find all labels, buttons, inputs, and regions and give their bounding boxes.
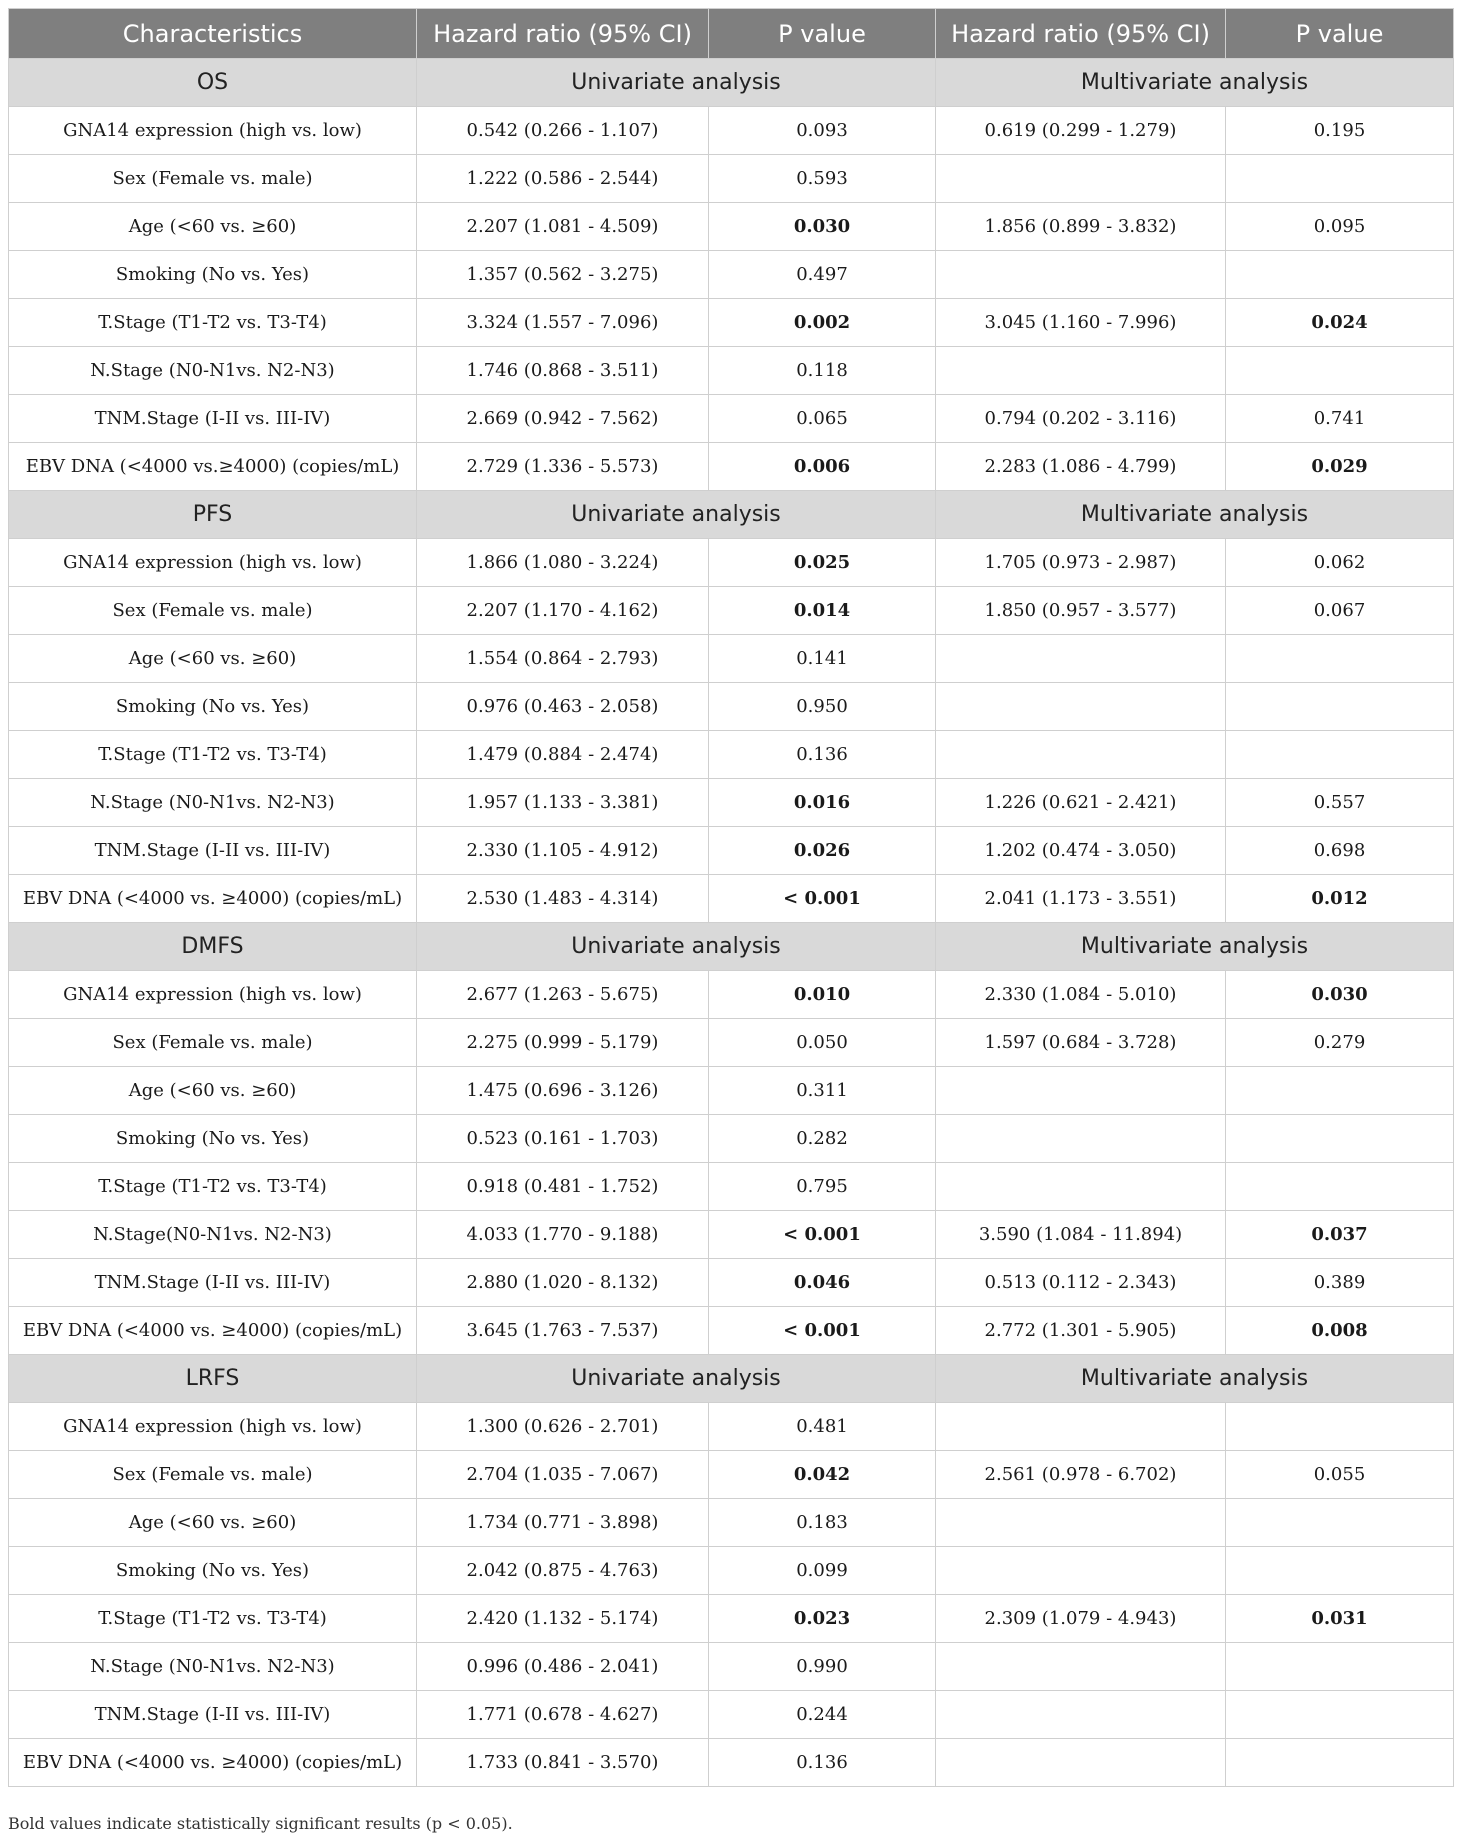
row-p-univariate: 0.099: [709, 1547, 936, 1595]
row-characteristic: T.Stage (T1-T2 vs. T3-T4): [9, 731, 417, 779]
row-characteristic: EBV DNA (<4000 vs. ≥4000) (copies/mL): [9, 875, 417, 923]
table-row: [9, 1067, 1454, 1115]
row-characteristic: Smoking (No vs. Yes): [9, 1547, 417, 1595]
row-hr-multivariate: 3.590 (1.084 - 11.894): [936, 1211, 1226, 1259]
section-header-row: [9, 491, 1454, 539]
row-hr-univariate: 2.330 (1.105 - 4.912): [417, 827, 709, 875]
table-body: [9, 59, 1454, 1787]
row-p-univariate: < 0.001: [709, 1211, 936, 1259]
row-hr-univariate: 1.479 (0.884 - 2.474): [417, 731, 709, 779]
header-p-univariate: P value: [709, 9, 936, 59]
row-hr-univariate: 2.669 (0.942 - 7.562): [417, 395, 709, 443]
row-hr-multivariate: [936, 1691, 1226, 1739]
table-header-row: [9, 9, 1454, 59]
row-hr-multivariate: [936, 731, 1226, 779]
row-hr-multivariate: 1.202 (0.474 - 3.050): [936, 827, 1226, 875]
section-header-row: [9, 923, 1454, 971]
section-univariate-label: Univariate analysis: [417, 491, 936, 539]
row-hr-multivariate: 2.041 (1.173 - 3.551): [936, 875, 1226, 923]
row-hr-univariate: 1.866 (1.080 - 3.224): [417, 539, 709, 587]
section-multivariate-label: Multivariate analysis: [936, 491, 1454, 539]
row-p-multivariate: 0.062: [1226, 539, 1454, 587]
table-row: [9, 1259, 1454, 1307]
table-row: [9, 587, 1454, 635]
header-p-multivariate: P value: [1226, 9, 1454, 59]
row-characteristic: N.Stage (N0-N1vs. N2-N3): [9, 779, 417, 827]
row-p-univariate: 0.010: [709, 971, 936, 1019]
row-p-univariate: 0.016: [709, 779, 936, 827]
section-univariate-label: Univariate analysis: [417, 923, 936, 971]
row-p-univariate: 0.014: [709, 587, 936, 635]
row-hr-univariate: 1.222 (0.586 - 2.544): [417, 155, 709, 203]
table-row: [9, 971, 1454, 1019]
row-hr-multivariate: 2.772 (1.301 - 5.905): [936, 1307, 1226, 1355]
row-p-multivariate: 0.389: [1226, 1259, 1454, 1307]
row-hr-multivariate: 3.045 (1.160 - 7.996): [936, 299, 1226, 347]
row-p-multivariate: 0.557: [1226, 779, 1454, 827]
row-characteristic: Smoking (No vs. Yes): [9, 683, 417, 731]
section-header-row: [9, 1355, 1454, 1403]
row-p-univariate: 0.002: [709, 299, 936, 347]
row-hr-multivariate: [936, 1115, 1226, 1163]
row-characteristic: GNA14 expression (high vs. low): [9, 1403, 417, 1451]
row-characteristic: GNA14 expression (high vs. low): [9, 539, 417, 587]
table-row: [9, 1547, 1454, 1595]
table-row: [9, 443, 1454, 491]
row-characteristic: TNM.Stage (I-II vs. III-IV): [9, 827, 417, 875]
row-hr-multivariate: 0.513 (0.112 - 2.343): [936, 1259, 1226, 1307]
row-hr-univariate: 2.275 (0.999 - 5.179): [417, 1019, 709, 1067]
row-p-multivariate: 0.024: [1226, 299, 1454, 347]
row-hr-multivariate: 1.597 (0.684 - 3.728): [936, 1019, 1226, 1067]
row-hr-univariate: 1.300 (0.626 - 2.701): [417, 1403, 709, 1451]
row-p-multivariate: 0.055: [1226, 1451, 1454, 1499]
row-p-multivariate: [1226, 251, 1454, 299]
row-p-multivariate: [1226, 347, 1454, 395]
section-univariate-label: Univariate analysis: [417, 59, 936, 107]
table-row: [9, 683, 1454, 731]
row-p-univariate: 0.025: [709, 539, 936, 587]
row-hr-univariate: 3.324 (1.557 - 7.096): [417, 299, 709, 347]
header-hr-univariate: Hazard ratio (95% CI): [417, 9, 709, 59]
row-hr-multivariate: 1.856 (0.899 - 3.832): [936, 203, 1226, 251]
row-p-univariate: 0.950: [709, 683, 936, 731]
row-p-multivariate: [1226, 731, 1454, 779]
table-row: [9, 1451, 1454, 1499]
row-hr-univariate: 1.475 (0.696 - 3.126): [417, 1067, 709, 1115]
row-p-multivariate: 0.008: [1226, 1307, 1454, 1355]
row-hr-multivariate: 2.330 (1.084 - 5.010): [936, 971, 1226, 1019]
row-hr-multivariate: [936, 1739, 1226, 1787]
table-row: [9, 251, 1454, 299]
row-p-univariate: 0.136: [709, 1739, 936, 1787]
row-p-multivariate: 0.012: [1226, 875, 1454, 923]
row-characteristic: Age (<60 vs. ≥60): [9, 635, 417, 683]
row-hr-univariate: 0.523 (0.161 - 1.703): [417, 1115, 709, 1163]
row-p-univariate: 0.183: [709, 1499, 936, 1547]
row-hr-multivariate: [936, 251, 1226, 299]
table-row: [9, 1307, 1454, 1355]
header-characteristics: Characteristics: [9, 9, 417, 59]
row-hr-univariate: 0.542 (0.266 - 1.107): [417, 107, 709, 155]
row-characteristic: Age (<60 vs. ≥60): [9, 203, 417, 251]
row-characteristic: N.Stage (N0-N1vs. N2-N3): [9, 347, 417, 395]
row-p-univariate: 0.282: [709, 1115, 936, 1163]
section-multivariate-label: Multivariate analysis: [936, 923, 1454, 971]
row-characteristic: TNM.Stage (I-II vs. III-IV): [9, 1691, 417, 1739]
row-hr-univariate: 2.207 (1.170 - 4.162): [417, 587, 709, 635]
row-characteristic: TNM.Stage (I-II vs. III-IV): [9, 395, 417, 443]
row-hr-multivariate: 2.309 (1.079 - 4.943): [936, 1595, 1226, 1643]
row-p-multivariate: [1226, 1547, 1454, 1595]
row-hr-multivariate: [936, 1403, 1226, 1451]
row-hr-univariate: 2.530 (1.483 - 4.314): [417, 875, 709, 923]
section-name: PFS: [9, 491, 417, 539]
row-p-multivariate: 0.279: [1226, 1019, 1454, 1067]
table-row: [9, 1115, 1454, 1163]
table-row: [9, 1739, 1454, 1787]
row-p-multivariate: 0.741: [1226, 395, 1454, 443]
table-row: [9, 395, 1454, 443]
row-p-univariate: 0.023: [709, 1595, 936, 1643]
section-header-row: [9, 59, 1454, 107]
table-row: [9, 875, 1454, 923]
row-p-multivariate: 0.037: [1226, 1211, 1454, 1259]
row-hr-multivariate: [936, 1163, 1226, 1211]
row-hr-univariate: 1.746 (0.868 - 3.511): [417, 347, 709, 395]
table-row: [9, 827, 1454, 875]
table-row: [9, 1163, 1454, 1211]
row-hr-univariate: 1.357 (0.562 - 3.275): [417, 251, 709, 299]
row-characteristic: Smoking (No vs. Yes): [9, 251, 417, 299]
row-characteristic: Sex (Female vs. male): [9, 1451, 417, 1499]
row-p-univariate: 0.593: [709, 155, 936, 203]
table-row: [9, 1211, 1454, 1259]
row-p-multivariate: 0.030: [1226, 971, 1454, 1019]
row-characteristic: T.Stage (T1-T2 vs. T3-T4): [9, 1163, 417, 1211]
row-p-univariate: 0.481: [709, 1403, 936, 1451]
table-row: [9, 1019, 1454, 1067]
section-multivariate-label: Multivariate analysis: [936, 1355, 1454, 1403]
row-characteristic: Age (<60 vs. ≥60): [9, 1499, 417, 1547]
row-hr-multivariate: [936, 683, 1226, 731]
table-row: [9, 347, 1454, 395]
table-row: [9, 1403, 1454, 1451]
row-p-multivariate: [1226, 1643, 1454, 1691]
row-characteristic: N.Stage (N0-N1vs. N2-N3): [9, 1643, 417, 1691]
row-p-univariate: 0.497: [709, 251, 936, 299]
row-p-univariate: 0.042: [709, 1451, 936, 1499]
table-row: [9, 635, 1454, 683]
row-p-multivariate: [1226, 155, 1454, 203]
row-hr-univariate: 0.996 (0.486 - 2.041): [417, 1643, 709, 1691]
row-p-univariate: 0.136: [709, 731, 936, 779]
row-characteristic: GNA14 expression (high vs. low): [9, 107, 417, 155]
section-name: LRFS: [9, 1355, 417, 1403]
table-row: [9, 107, 1454, 155]
row-hr-multivariate: 2.283 (1.086 - 4.799): [936, 443, 1226, 491]
row-hr-univariate: 1.771 (0.678 - 4.627): [417, 1691, 709, 1739]
row-p-multivariate: [1226, 1163, 1454, 1211]
row-characteristic: Sex (Female vs. male): [9, 587, 417, 635]
row-hr-univariate: 2.420 (1.132 - 5.174): [417, 1595, 709, 1643]
row-hr-univariate: 2.207 (1.081 - 4.509): [417, 203, 709, 251]
row-p-univariate: 0.795: [709, 1163, 936, 1211]
table-row: [9, 1643, 1454, 1691]
section-univariate-label: Univariate analysis: [417, 1355, 936, 1403]
row-p-multivariate: [1226, 1691, 1454, 1739]
row-characteristic: EBV DNA (<4000 vs. ≥4000) (copies/mL): [9, 1739, 417, 1787]
row-hr-univariate: 2.704 (1.035 - 7.067): [417, 1451, 709, 1499]
row-p-univariate: < 0.001: [709, 875, 936, 923]
section-name: DMFS: [9, 923, 417, 971]
row-p-univariate: 0.311: [709, 1067, 936, 1115]
row-p-multivariate: [1226, 1499, 1454, 1547]
row-p-multivariate: [1226, 1067, 1454, 1115]
row-p-univariate: 0.030: [709, 203, 936, 251]
row-p-univariate: 0.244: [709, 1691, 936, 1739]
row-p-multivariate: 0.095: [1226, 203, 1454, 251]
row-p-multivariate: [1226, 683, 1454, 731]
row-characteristic: EBV DNA (<4000 vs. ≥4000) (copies/mL): [9, 1307, 417, 1355]
row-p-univariate: 0.093: [709, 107, 936, 155]
row-hr-univariate: 1.554 (0.864 - 2.793): [417, 635, 709, 683]
section-multivariate-label: Multivariate analysis: [936, 59, 1454, 107]
table-row: [9, 155, 1454, 203]
row-hr-multivariate: [936, 155, 1226, 203]
row-p-multivariate: [1226, 635, 1454, 683]
row-characteristic: T.Stage (T1-T2 vs. T3-T4): [9, 299, 417, 347]
row-characteristic: Age (<60 vs. ≥60): [9, 1067, 417, 1115]
row-p-multivariate: 0.067: [1226, 587, 1454, 635]
row-characteristic: Sex (Female vs. male): [9, 155, 417, 203]
row-p-univariate: < 0.001: [709, 1307, 936, 1355]
table-row: [9, 779, 1454, 827]
row-p-univariate: 0.990: [709, 1643, 936, 1691]
table-footnote: Bold values indicate statistically significant results (p < 0.05).: [8, 1814, 513, 1833]
header-hr-multivariate: Hazard ratio (95% CI): [936, 9, 1226, 59]
cox-regression-table: [8, 8, 1454, 1787]
row-hr-multivariate: 0.794 (0.202 - 3.116): [936, 395, 1226, 443]
section-name: OS: [9, 59, 417, 107]
row-hr-multivariate: 1.226 (0.621 - 2.421): [936, 779, 1226, 827]
row-p-univariate: 0.046: [709, 1259, 936, 1307]
row-hr-univariate: 1.733 (0.841 - 3.570): [417, 1739, 709, 1787]
row-p-multivariate: 0.029: [1226, 443, 1454, 491]
row-characteristic: EBV DNA (<4000 vs.≥4000) (copies/mL): [9, 443, 417, 491]
row-p-multivariate: 0.195: [1226, 107, 1454, 155]
row-hr-multivariate: [936, 347, 1226, 395]
row-p-multivariate: [1226, 1115, 1454, 1163]
row-hr-multivariate: [936, 635, 1226, 683]
table-row: [9, 203, 1454, 251]
row-hr-univariate: 4.033 (1.770 - 9.188): [417, 1211, 709, 1259]
row-p-univariate: 0.006: [709, 443, 936, 491]
row-hr-univariate: 1.734 (0.771 - 3.898): [417, 1499, 709, 1547]
row-hr-univariate: 3.645 (1.763 - 7.537): [417, 1307, 709, 1355]
row-p-univariate: 0.118: [709, 347, 936, 395]
row-p-univariate: 0.141: [709, 635, 936, 683]
row-hr-multivariate: 2.561 (0.978 - 6.702): [936, 1451, 1226, 1499]
row-hr-univariate: 0.918 (0.481 - 1.752): [417, 1163, 709, 1211]
row-characteristic: Sex (Female vs. male): [9, 1019, 417, 1067]
row-p-multivariate: [1226, 1403, 1454, 1451]
row-p-multivariate: 0.698: [1226, 827, 1454, 875]
table-row: [9, 299, 1454, 347]
row-hr-univariate: 2.677 (1.263 - 5.675): [417, 971, 709, 1019]
row-p-univariate: 0.050: [709, 1019, 936, 1067]
row-hr-univariate: 2.880 (1.020 - 8.132): [417, 1259, 709, 1307]
table-row: [9, 539, 1454, 587]
row-hr-multivariate: [936, 1643, 1226, 1691]
row-hr-multivariate: 1.850 (0.957 - 3.577): [936, 587, 1226, 635]
row-hr-univariate: 0.976 (0.463 - 2.058): [417, 683, 709, 731]
row-p-univariate: 0.065: [709, 395, 936, 443]
row-hr-univariate: 1.957 (1.133 - 3.381): [417, 779, 709, 827]
row-hr-multivariate: 1.705 (0.973 - 2.987): [936, 539, 1226, 587]
row-characteristic: GNA14 expression (high vs. low): [9, 971, 417, 1019]
table-row: [9, 1499, 1454, 1547]
row-p-univariate: 0.026: [709, 827, 936, 875]
row-characteristic: N.Stage(N0-N1vs. N2-N3): [9, 1211, 417, 1259]
row-characteristic: TNM.Stage (I-II vs. III-IV): [9, 1259, 417, 1307]
row-characteristic: T.Stage (T1-T2 vs. T3-T4): [9, 1595, 417, 1643]
row-hr-multivariate: [936, 1499, 1226, 1547]
row-hr-univariate: 2.729 (1.336 - 5.573): [417, 443, 709, 491]
table-row: [9, 1595, 1454, 1643]
row-p-multivariate: [1226, 1739, 1454, 1787]
row-characteristic: Smoking (No vs. Yes): [9, 1115, 417, 1163]
row-hr-multivariate: [936, 1067, 1226, 1115]
row-hr-multivariate: [936, 1547, 1226, 1595]
row-hr-multivariate: 0.619 (0.299 - 1.279): [936, 107, 1226, 155]
table-row: [9, 731, 1454, 779]
row-hr-univariate: 2.042 (0.875 - 4.763): [417, 1547, 709, 1595]
row-p-multivariate: 0.031: [1226, 1595, 1454, 1643]
table-row: [9, 1691, 1454, 1739]
